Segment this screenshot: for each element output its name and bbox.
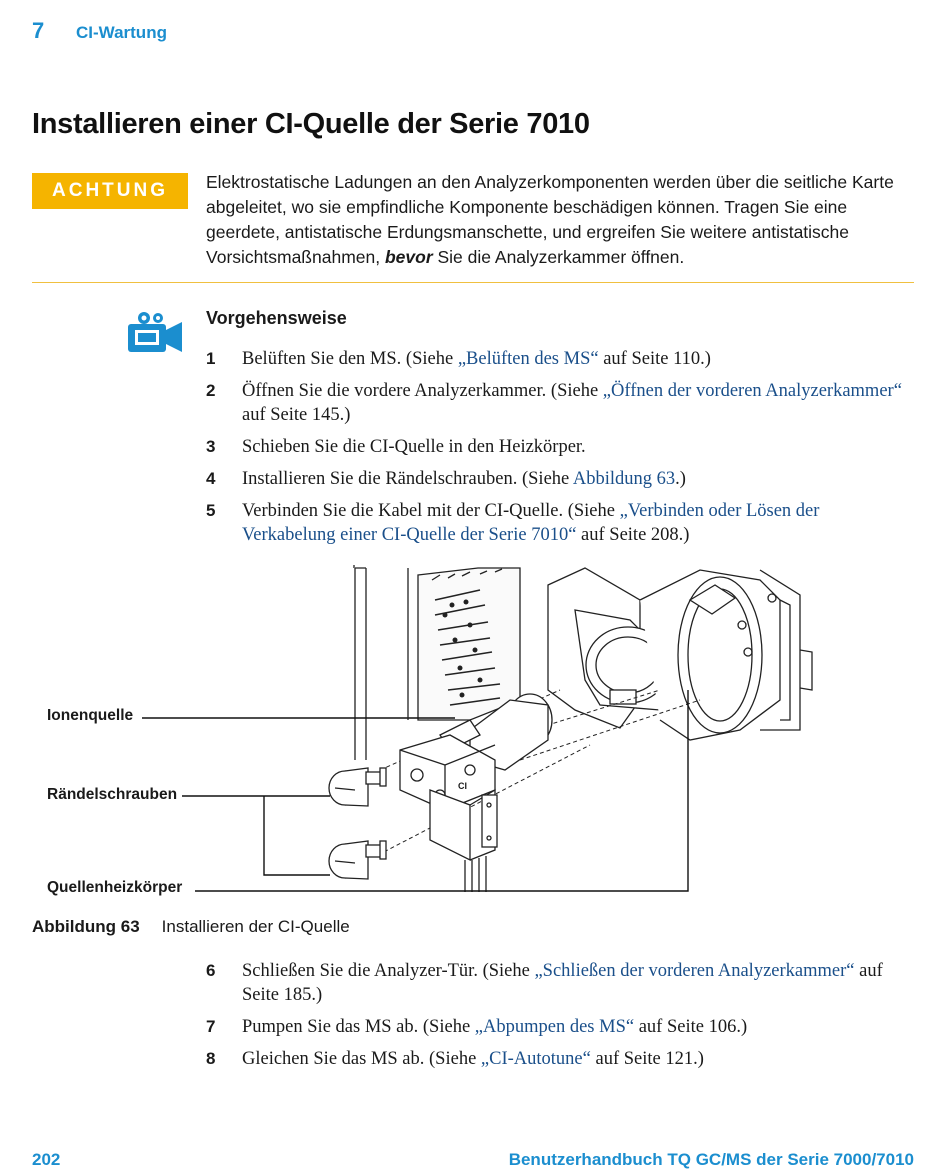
caption-label: Abbildung 63 [32, 917, 140, 936]
page-title: Installieren einer CI-Quelle der Serie 7010 [32, 108, 590, 140]
ci-marking: CI [458, 781, 467, 791]
step-text-end: .) [675, 469, 686, 489]
step-link[interactable]: „CI-Autotune“ [480, 1049, 591, 1069]
procedure-steps-continued [206, 959, 916, 1079]
step-number: 2 [206, 381, 216, 400]
warning-text-part-2: Sie die Analyzerkammer öffnen. [432, 247, 685, 267]
step-text: Belüften Sie den MS. (Siehe [242, 349, 458, 369]
step-number: 1 [206, 349, 216, 368]
step-number: 5 [206, 501, 216, 520]
step-3 [206, 435, 916, 459]
step-text-end: auf Seite 121.) [590, 1049, 704, 1069]
label-source-heater: Quellenheizkörper [47, 879, 183, 896]
step-text: Öffnen Sie die vordere Analyzerkammer. (Siehe [242, 381, 603, 401]
step-7 [206, 1015, 916, 1039]
step-text-end: auf Seite 110.) [598, 349, 711, 369]
ci-source-installation-figure [0, 560, 950, 900]
step-text: Gleichen Sie das MS ab. (Siehe [242, 1049, 481, 1069]
step-text-end: auf Seite 106.) [634, 1017, 748, 1037]
chapter-title: CI-Wartung [76, 23, 167, 42]
step-text-end: auf Seite 208.) [576, 525, 690, 545]
step-number: 7 [206, 1017, 216, 1036]
step-number: 8 [206, 1049, 216, 1068]
caption-text: Installieren der CI-Quelle [161, 917, 350, 936]
warning-emphasis: bevor [384, 247, 433, 267]
step-6 [206, 959, 916, 1007]
section-divider [32, 282, 914, 283]
step-link[interactable]: Abbildung 63 [572, 469, 676, 489]
step-number: 4 [206, 469, 216, 488]
step-link[interactable]: „Verbinden oder Lösen der Verkabelung einer CI-Quelle der Serie 7010“ [242, 501, 820, 545]
step-5 [206, 499, 916, 547]
procedure-steps [206, 347, 916, 555]
step-link[interactable]: „Belüften des MS“ [457, 349, 599, 369]
step-link[interactable]: „Abpumpen des MS“ [474, 1017, 635, 1037]
step-number: 3 [206, 437, 216, 456]
step-2 [206, 379, 916, 427]
label-thumbscrews: Rändelschrauben [47, 786, 178, 803]
procedure-heading: Vorgehensweise [206, 308, 347, 328]
step-number: 6 [206, 961, 216, 980]
warning-text [206, 170, 906, 270]
step-4 [206, 467, 916, 491]
step-text: Verbinden Sie die Kabel mit der CI-Quelle. (Siehe [242, 501, 620, 521]
step-link[interactable]: „Öffnen der vorderen Analyzerkammer“ [602, 381, 902, 401]
step-text: Schließen Sie die Analyzer-Tür. (Siehe [242, 961, 535, 981]
figure-caption [32, 917, 350, 937]
warning-badge: ACHTUNG [32, 173, 188, 209]
warning-text-part-1: Elektrostatische Ladungen an den Analyzerkomponenten werden über die seitliche Karte abgeleitet, wo sie empfindliche Komponente beschädigen können. Tragen Sie eine geerdete, antistatische Erdungsmanschette, und ergreifen Sie weitere antistatische Vorsichtsmaßnahmen, [206, 172, 894, 267]
step-text-end: auf Seite 185.) [242, 961, 883, 1005]
step-text: Installieren Sie die Rändelschrauben. (Siehe [242, 469, 573, 489]
step-text: Schieben Sie die CI-Quelle in den Heizkörper. [242, 437, 586, 457]
label-ion-source: Ionenquelle [47, 707, 134, 724]
video-camera-icon [126, 310, 184, 356]
page-number: 202 [32, 1150, 61, 1169]
step-text: Pumpen Sie das MS ab. (Siehe [242, 1017, 475, 1037]
book-title: Benutzerhandbuch TQ GC/MS der Serie 7000/7010 [508, 1150, 914, 1169]
step-text-end: auf Seite 145.) [242, 405, 351, 425]
step-link[interactable]: „Schließen der vorderen Analyzerkammer“ [534, 961, 855, 981]
step-1 [206, 347, 916, 371]
step-8 [206, 1047, 916, 1071]
chapter-number: 7 [32, 18, 45, 43]
